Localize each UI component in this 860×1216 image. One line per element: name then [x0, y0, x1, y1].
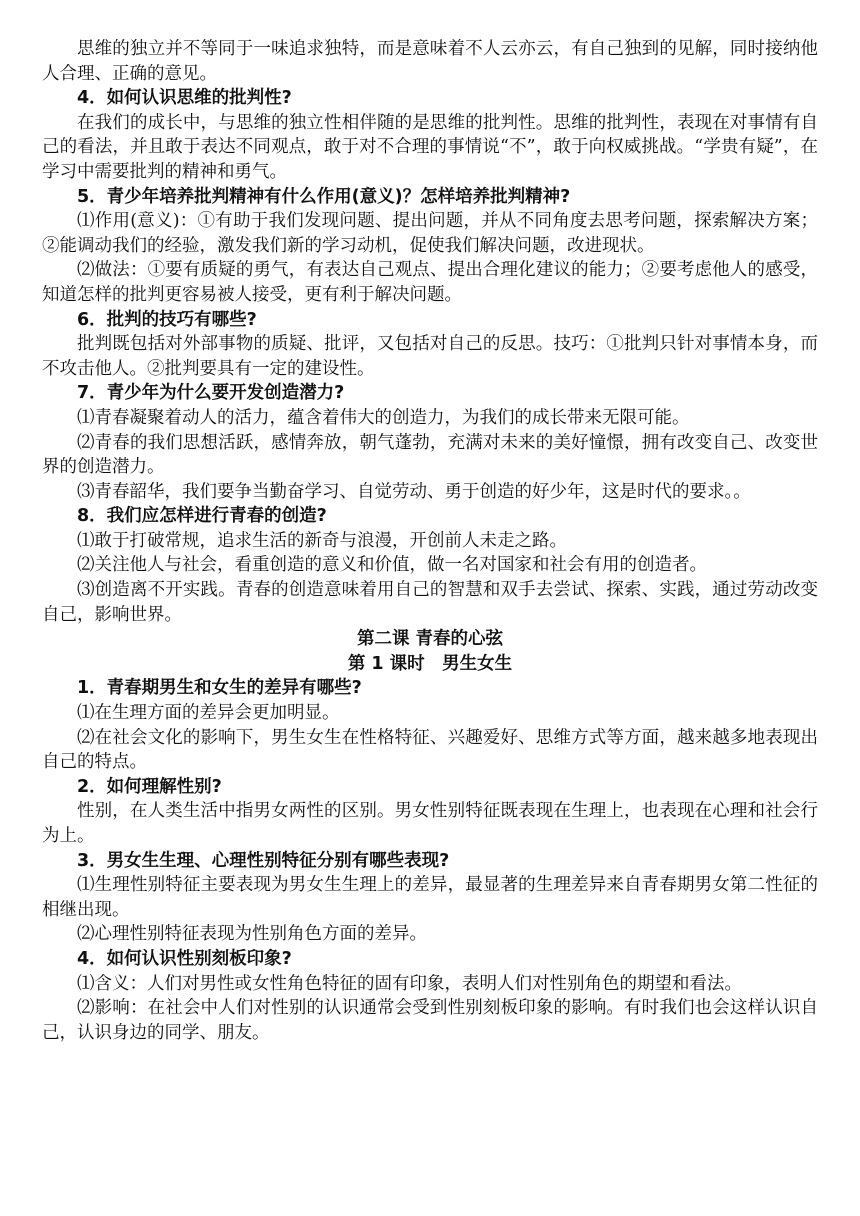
paragraph-critique-skills: 批判既包括对外部事物的质疑、批评，又包括对自己的反思。技巧：①批判只针对事情本身，而不攻击他人。②批判要具有一定的建设性。 — [42, 334, 818, 379]
paragraph-independent-thinking: 思维的独立并不等同于一味追求独特，而是意味着不人云亦云，有自己独到的见解，同时接纳他人合理、正确的意见。 — [42, 39, 818, 84]
lesson-title: 第二课 青春的心弦 — [356, 629, 504, 650]
question-heading-b2: 2．如何理解性别? — [77, 776, 222, 797]
paragraph-critical-spirit-role: ⑴作用(意义)：①有助于我们发现问题、提出问题，并从不同角度去思考问题，探索解决方案；②能调动我们的经验，激发我们新的学习动机，促使我们解决问题，改进现状。 — [42, 211, 818, 256]
paragraph-physiological-gender: ⑴生理性别特征主要表现为男女生生理上的差异，最显著的生理差异来自青春期男女第二性征的相继出现。 — [42, 875, 818, 920]
paragraph-stereotype-effect: ⑵影响：在社会中人们对性别的认识通常会受到性别刻板印象的影响。有时我们也会这样认识自己，认识身边的同学、朋友。 — [42, 998, 818, 1043]
question-heading-6: 6．批判的技巧有哪些? — [77, 309, 257, 330]
paragraph-critical-spirit-method: ⑵做法：①要有质疑的勇气，有表达自己观点、提出合理化建议的能力；②要考虑他人的感受，知道怎样的批判更容易被人接受，更有利于解决问题。 — [42, 260, 818, 305]
paragraph-psychological-gender: ⑵心理性别特征表现为性别角色方面的差异。 — [77, 924, 427, 945]
paragraph-gender-diff-2: ⑵在社会文化的影响下，男生女生在性格特征、兴趣爱好、思维方式等方面，越来越多地表现出自己的特点。 — [42, 727, 818, 773]
paragraph-critical-thinking: 在我们的成长中，与思维的独立性相伴随的是思维的批判性。思维的批判性，表现在对事情有自己的看法，并且敢于表达不同观点，敢于对不合理的事情说“不”，敢于向权威挑战。“学贵有疑”，在学习中需要批判的精神和勇气。 — [42, 112, 818, 182]
question-heading-7: 7．青少年为什么要开发创造潜力? — [77, 383, 345, 404]
paragraph-creativity-3: ⑶青春韶华，我们要争当勤奋学习、自觉劳动、勇于创造的好少年，这是时代的要求。。 — [77, 481, 751, 502]
paragraph-gender-diff-1: ⑴在生理方面的差异会更加明显。 — [77, 703, 340, 724]
paragraph-creativity-2: ⑵青春的我们思想活跃，感情奔放，朝气蓬勃，充满对未来的美好憧憬，拥有改变自己、改变世界的创造潜力。 — [42, 432, 818, 478]
paragraph-creativity-1: ⑴青春凝聚着动人的活力，蕴含着伟大的创造力，为我们的成长带来无限可能。 — [77, 407, 690, 428]
lesson-subtitle: 第 1 课时 男生女生 — [347, 653, 513, 674]
question-heading-8: 8．我们应怎样进行青春的创造? — [77, 506, 327, 527]
question-heading-4: 4．如何认识思维的批判性? — [77, 88, 292, 109]
paragraph-gender-definition: 性别，在人类生活中指男女两性的区别。男女性别特征既表现在生理上，也表现在心理和社会行为上。 — [42, 801, 818, 846]
paragraph-create-3: ⑶创造离不开实践。青春的创造意味着用自己的智慧和双手去尝试、探索、实践，通过劳动改变自己，影响世界。 — [42, 580, 818, 625]
paragraph-create-2: ⑵关注他人与社会，看重创造的意义和价值，做一名对国家和社会有用的创造者。 — [77, 555, 707, 576]
question-heading-b3: 3．男女生生理、心理性别特征分别有哪些表现? — [77, 850, 450, 871]
document-body — [42, 37, 818, 1045]
question-heading-b1: 1．青春期男生和女生的差异有哪些? — [77, 678, 362, 699]
question-heading-b4: 4．如何认识性别刻板印象? — [77, 948, 292, 969]
paragraph-stereotype-meaning: ⑴含义：人们对男性或女性角色特征的固有印象，表明人们对性别角色的期望和看法。 — [77, 973, 742, 994]
paragraph-create-1: ⑴敢于打破常规，追求生活的新奇与浪漫，开创前人未走之路。 — [77, 530, 567, 551]
question-heading-5: 5．青少年培养批判精神有什么作用(意义)？怎样培养批判精神? — [77, 186, 571, 207]
